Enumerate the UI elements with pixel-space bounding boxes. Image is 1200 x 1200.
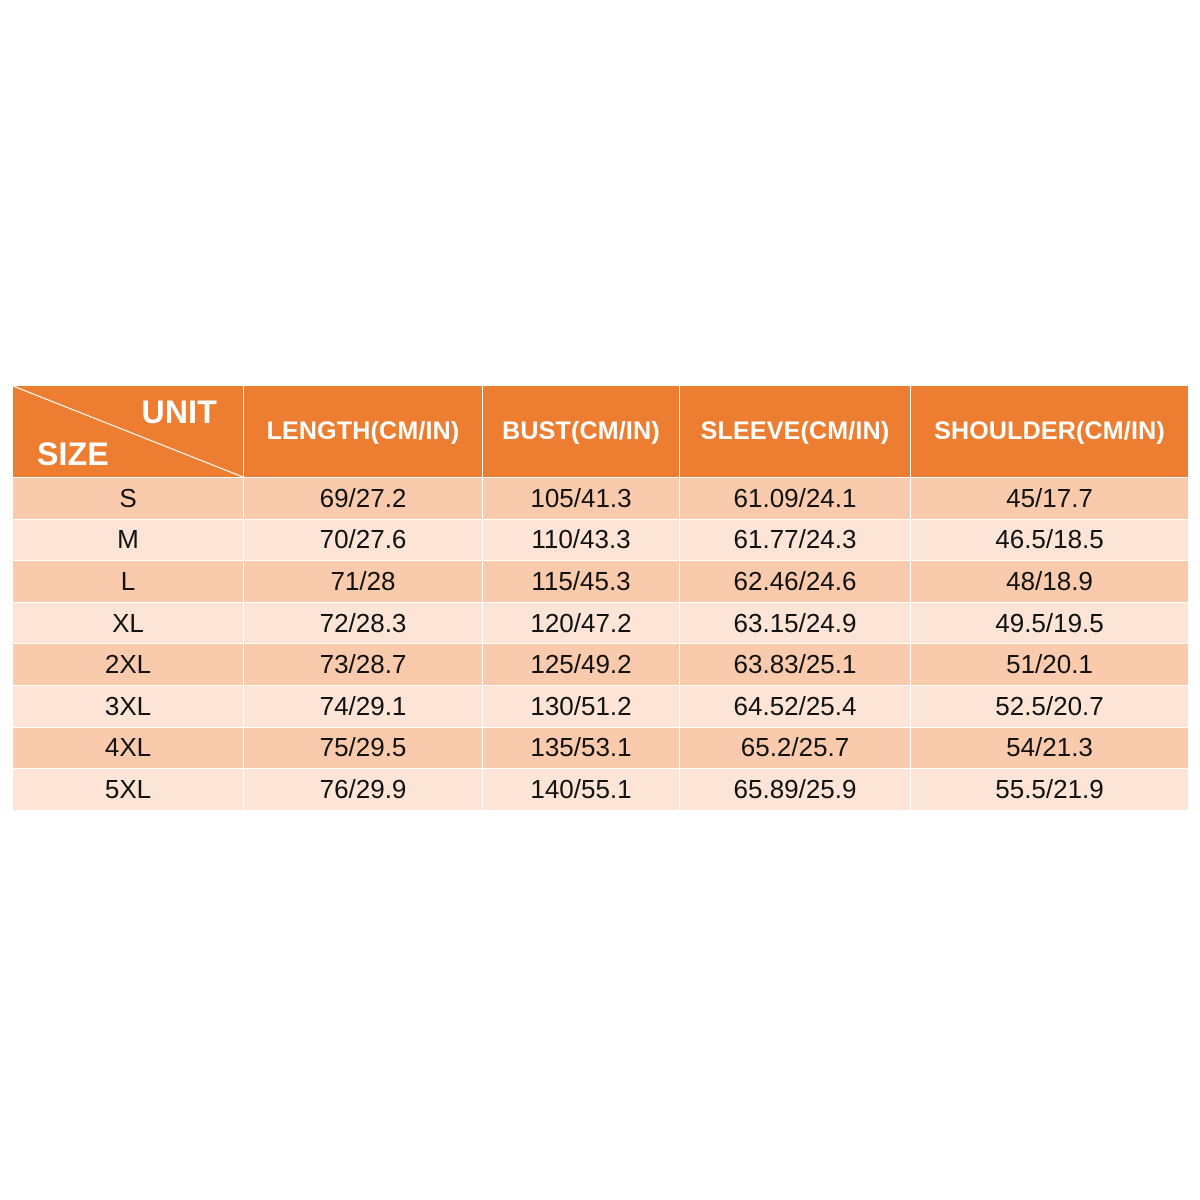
cell-sleeve: 63.15/24.9 (680, 602, 911, 644)
cell-bust: 125/49.2 (483, 644, 680, 686)
cell-bust: 135/53.1 (483, 727, 680, 769)
header-row (13, 386, 1189, 478)
cell-shoulder: 49.5/19.5 (911, 602, 1189, 644)
size-chart-table (12, 385, 1189, 811)
table-body (13, 478, 1189, 811)
cell-length: 70/27.6 (244, 519, 483, 561)
column-header-length: LENGTH(CM/IN) (244, 386, 483, 478)
cell-shoulder: 48/18.9 (911, 561, 1189, 603)
cell-sleeve: 62.46/24.6 (680, 561, 911, 603)
cell-length: 73/28.7 (244, 644, 483, 686)
cell-shoulder: 52.5/20.7 (911, 685, 1189, 727)
cell-sleeve: 65.2/25.7 (680, 727, 911, 769)
cell-sleeve: 61.09/24.1 (680, 478, 911, 520)
cell-size: 4XL (13, 727, 244, 769)
cell-shoulder: 46.5/18.5 (911, 519, 1189, 561)
cell-size: 3XL (13, 685, 244, 727)
cell-bust: 130/51.2 (483, 685, 680, 727)
cell-bust: 115/45.3 (483, 561, 680, 603)
cell-bust: 105/41.3 (483, 478, 680, 520)
cell-size: 2XL (13, 644, 244, 686)
size-label: SIZE (37, 436, 109, 472)
column-header-bust: BUST(CM/IN) (483, 386, 680, 478)
cell-sleeve: 65.89/25.9 (680, 769, 911, 811)
cell-shoulder: 51/20.1 (911, 644, 1189, 686)
cell-size: L (13, 561, 244, 603)
cell-sleeve: 61.77/24.3 (680, 519, 911, 561)
cell-bust: 120/47.2 (483, 602, 680, 644)
cell-bust: 110/43.3 (483, 519, 680, 561)
cell-sleeve: 63.83/25.1 (680, 644, 911, 686)
table-row (13, 644, 1189, 686)
cell-shoulder: 45/17.7 (911, 478, 1189, 520)
table-row (13, 769, 1189, 811)
column-header-shoulder: SHOULDER(CM/IN) (911, 386, 1189, 478)
cell-length: 71/28 (244, 561, 483, 603)
cell-length: 69/27.2 (244, 478, 483, 520)
unit-label: UNIT (141, 394, 217, 430)
cell-bust: 140/55.1 (483, 769, 680, 811)
cell-length: 74/29.1 (244, 685, 483, 727)
cell-length: 75/29.5 (244, 727, 483, 769)
table-row (13, 519, 1189, 561)
cell-size: M (13, 519, 244, 561)
cell-size: S (13, 478, 244, 520)
cell-sleeve: 64.52/25.4 (680, 685, 911, 727)
table-row (13, 727, 1189, 769)
table-row (13, 561, 1189, 603)
table-row (13, 685, 1189, 727)
table-row (13, 602, 1189, 644)
corner-header-cell (13, 386, 244, 478)
column-header-sleeve: SLEEVE(CM/IN) (680, 386, 911, 478)
cell-length: 76/29.9 (244, 769, 483, 811)
cell-shoulder: 54/21.3 (911, 727, 1189, 769)
table-row (13, 478, 1189, 520)
cell-size: XL (13, 602, 244, 644)
cell-length: 72/28.3 (244, 602, 483, 644)
cell-size: 5XL (13, 769, 244, 811)
cell-shoulder: 55.5/21.9 (911, 769, 1189, 811)
